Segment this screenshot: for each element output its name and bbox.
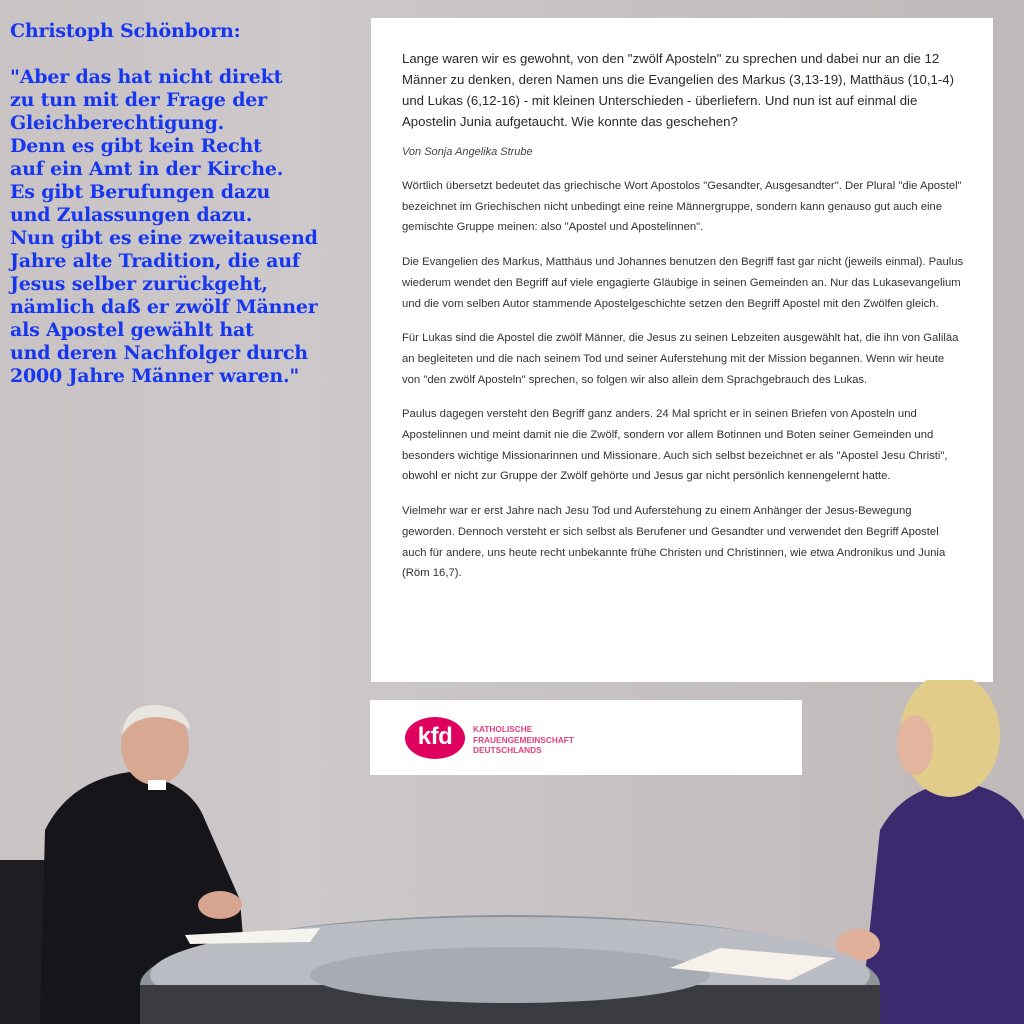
quote-line: Gleichberechtigung. [10,112,224,134]
studio-table [140,915,880,1024]
logo-line: FRAUENGEMEINSCHAFT [473,734,574,745]
article-lead: Lange waren wir es gewohnt, von den "zwölf Aposteln" zu sprechen und dabei nur an die 12 Männer zu denken, deren Namen uns die Evangelien des Markus (3,13-19), Matthäus (10,1-4) und Lukas (6,12-16) - mit kleinen Unterschieden - überliefern. Und nun ist auf einmal die Apostelin Junia aufgetaucht. Wie konnte das geschehen? [402,51,954,129]
quote-speaker: Christoph Schönborn: [10,20,241,42]
article-paragraph: Für Lukas sind die Apostel die zwölf Männer, die Jesus zu seinen Lebzeiten ausgewählt hat, die ihn von Galiläa an begleiteten und die nach seinem Tod und seiner Auferstehung mit der Mission begannen. Wenn wir heute von "den zwölf Aposteln" sprechen, so folgen wir also allein dem Sprachgebrauch des Lukas. [402,332,959,386]
article-byline: Von Sonja Angelika Strube [402,146,533,158]
quote-line: Denn es gibt kein Recht [10,135,262,157]
quote-line: 2000 Jahre Männer waren." [10,365,300,387]
quote-line: "Aber das hat nicht direkt [10,66,283,88]
article-paragraph: Paulus dagegen versteht den Begriff ganz anders. 24 Mal spricht er in seinen Briefen von Aposteln und Apostelinnen und meint damit nie die Zwölf, sondern vor allem Botinnen und Boten seiner Gemeinden und besonders wichtige Missionarinnen und Missionare. Auch sich selbst bezeichnet er als "Apostel Jesu Christi", obwohl er nicht zur Gruppe der Zwölf gehörte und Jesus gar nicht persönlich kennengelernt hatte. [402,408,948,483]
article-paragraph: Wörtlich übersetzt bedeutet das griechische Wort Apostolos "Gesandter, Ausgesandter". Der Plural "die Apostel" bezeichnet im Griechischen nicht unbedingt eine reine Männergruppe, sondern kann genauso gut auch eine gemischte Gruppe meinen: also "Apostel und Apostelinnen". [402,180,962,234]
article-excerpt [371,18,993,682]
article-paragraph: Die Evangelien des Markus, Matthäus und Johannes benutzen den Begriff fast gar nicht (jeweils einmal). Paulus wiederum wendet den Begriff auf viele engagierte Gläubige in seinen Gemeinden an. Nur das Lukasevangelium und die vom selben Autor stammende Apostelgeschichte setzen den Begriff Apostel mit den Zwölfen gleich. [402,256,964,310]
logo-line: DEUTSCHLANDS [473,745,542,755]
article-paragraph: Vielmehr war er erst Jahre nach Jesu Tod und Auferstehung zu einem Anhänger der Jesus-Bewegung geworden. Dennoch versteht er sich selbst als Berufener und Gesandter und verwendet den Begriff Apostel auch für andere, uns heute recht unbekannte frühe Christen und Christinnen, wie etwa Andronikus und Junia (Röm 16,7). [402,505,946,580]
quote-line: als Apostel gewählt hat [10,319,254,341]
kfd-logo-mark: kfd [405,717,465,759]
quote-text [10,66,370,388]
quote-line: auf ein Amt in der Kirche. [10,158,284,180]
quote-line: zu tun mit der Frage der [10,89,267,111]
quote-line: Jesus selber zurückgeht, [10,273,268,295]
quote-line: und Zulassungen dazu. [10,204,253,226]
quote-line: nämlich daß er zwölf Männer [10,296,318,318]
quote-line: Nun gibt es eine zweitausend [10,227,318,249]
quote-block [10,20,370,388]
quote-line: und deren Nachfolger durch [10,342,308,364]
logo-line: KATHOLISCHE [473,724,533,734]
tv-studio-photo [0,680,1024,1024]
quote-line: Jahre alte Tradition, die auf [10,250,300,272]
quote-line: Es gibt Berufungen dazu [10,181,271,203]
